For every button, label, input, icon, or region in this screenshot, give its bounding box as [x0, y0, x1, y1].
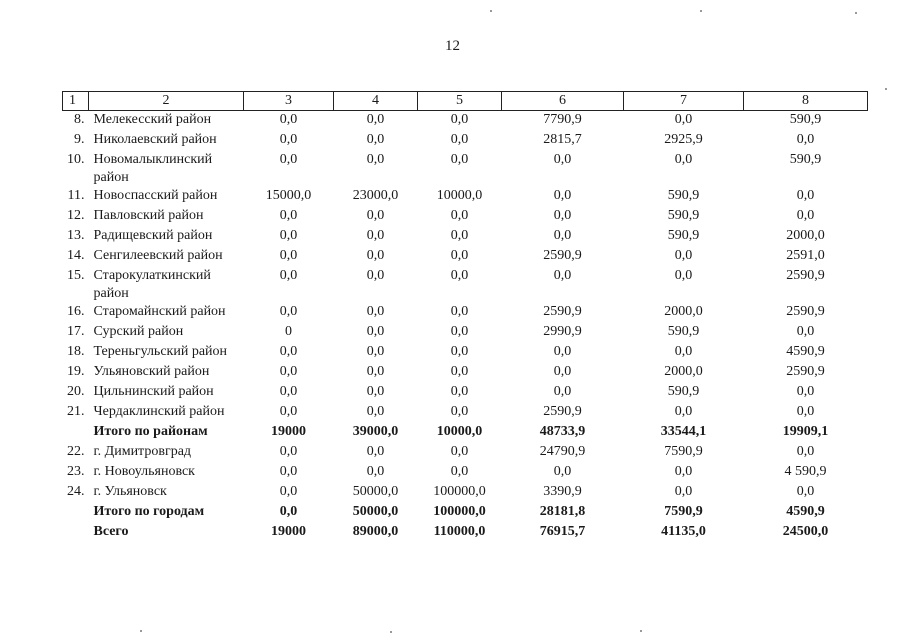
value-col-4: 0,0 [366, 324, 385, 339]
value-col-8: 0,0 [796, 324, 815, 339]
table-row [63, 383, 868, 403]
row-number: 10. [67, 152, 85, 167]
total-row [63, 503, 868, 523]
district-name: Ульяновский район [93, 364, 210, 379]
value-col-7: 590,9 [667, 384, 700, 399]
table-row [63, 267, 868, 303]
value-col-7: 590,9 [667, 208, 700, 223]
value-col-4: 39000,0 [352, 424, 399, 439]
value-col-5: 0,0 [450, 384, 469, 399]
row-number: 22. [67, 444, 85, 459]
row-number: 23. [67, 464, 85, 479]
value-col-5: 0,0 [450, 304, 469, 319]
table-row [63, 131, 868, 151]
value-col-6: 76915,7 [539, 524, 586, 539]
table-row [63, 323, 868, 343]
value-col-4: 0,0 [366, 112, 385, 127]
col-header-3: 3 [244, 92, 334, 111]
table-row [63, 363, 868, 383]
value-col-7: 590,9 [667, 188, 700, 203]
district-name: Сенгилеевский район [93, 248, 223, 263]
district-name: Старокулаткинский район [93, 268, 211, 301]
value-col-3: 0,0 [279, 248, 298, 263]
value-col-7: 2925,9 [664, 132, 703, 147]
value-col-4: 23000,0 [352, 188, 399, 203]
scan-speck [390, 631, 392, 633]
value-col-5: 0,0 [450, 324, 469, 339]
value-col-6: 0,0 [553, 384, 572, 399]
value-col-8: 0,0 [796, 484, 815, 499]
value-col-6: 48733,9 [539, 424, 586, 439]
value-col-7: 0,0 [674, 152, 693, 167]
value-col-5: 0,0 [450, 112, 469, 127]
value-col-3: 0,0 [279, 208, 298, 223]
value-col-4: 0,0 [366, 268, 385, 283]
value-col-5: 0,0 [450, 268, 469, 283]
value-col-4: 0,0 [366, 152, 385, 167]
row-number: 18. [67, 344, 85, 359]
value-col-6: 3390,9 [543, 484, 582, 499]
value-col-5: 10000,0 [436, 424, 483, 439]
value-col-6: 0,0 [553, 364, 572, 379]
value-col-4: 0,0 [366, 248, 385, 263]
value-col-5: 0,0 [450, 464, 469, 479]
value-col-7: 0,0 [674, 464, 693, 479]
value-col-8: 0,0 [796, 188, 815, 203]
value-col-6: 0,0 [553, 228, 572, 243]
district-name: Николаевский район [93, 132, 217, 147]
total-row [63, 523, 868, 543]
district-name: г. Ульяновск [93, 484, 167, 499]
scan-speck [490, 10, 492, 12]
row-number: 13. [67, 228, 85, 243]
value-col-3: 0,0 [279, 404, 298, 419]
value-col-3: 0,0 [279, 384, 298, 399]
value-col-8: 0,0 [796, 384, 815, 399]
table-row [63, 483, 868, 503]
value-col-7: 0,0 [674, 248, 693, 263]
row-number: 17. [67, 324, 85, 339]
value-col-8: 590,9 [789, 152, 822, 167]
value-col-4: 0,0 [366, 444, 385, 459]
value-col-7: 0,0 [674, 344, 693, 359]
value-col-3: 19000 [271, 424, 306, 439]
value-col-8: 19909,1 [782, 424, 829, 439]
district-name: Мелекесский район [93, 112, 212, 127]
table-row [63, 343, 868, 363]
value-col-4: 0,0 [366, 364, 385, 379]
scan-speck [885, 88, 887, 90]
value-col-4: 89000,0 [352, 524, 399, 539]
value-col-5: 100000,0 [433, 504, 486, 519]
row-number: 24. [67, 484, 85, 499]
table-row [63, 111, 868, 132]
value-col-5: 10000,0 [436, 188, 483, 203]
value-col-5: 0,0 [450, 208, 469, 223]
value-col-5: 0,0 [450, 248, 469, 263]
table-row [63, 227, 868, 247]
value-col-8: 0,0 [796, 208, 815, 223]
scan-speck [700, 10, 702, 12]
value-col-8: 0,0 [796, 444, 815, 459]
value-col-7: 7590,9 [664, 504, 703, 519]
value-col-4: 0,0 [366, 304, 385, 319]
value-col-8: 2000,0 [786, 228, 825, 243]
value-col-6: 2590,9 [543, 404, 582, 419]
table-row [63, 207, 868, 227]
value-col-3: 0,0 [279, 112, 298, 127]
value-col-3: 19000 [271, 524, 306, 539]
value-col-7: 2000,0 [664, 364, 703, 379]
col-header-4: 4 [334, 92, 418, 111]
value-col-5: 110000,0 [433, 524, 486, 539]
value-col-7: 0,0 [674, 268, 693, 283]
district-name: Всего [93, 524, 129, 539]
value-col-6: 28181,8 [539, 504, 586, 519]
value-col-7: 590,9 [667, 228, 700, 243]
value-col-8: 590,9 [789, 112, 822, 127]
value-col-6: 2590,9 [543, 304, 582, 319]
district-name: Старомайнский район [93, 304, 226, 319]
value-col-3: 0,0 [279, 304, 298, 319]
district-name: г. Новоульяновск [93, 464, 195, 479]
district-name: Чердаклинский район [93, 404, 225, 419]
col-header-2: 2 [89, 92, 244, 111]
value-col-6: 0,0 [553, 208, 572, 223]
value-col-3: 0,0 [279, 364, 298, 379]
district-name: Итого по районам [93, 424, 208, 439]
value-col-4: 0,0 [366, 404, 385, 419]
table-row [63, 403, 868, 423]
table-row [63, 187, 868, 207]
scan-speck [640, 630, 642, 632]
scan-speck [140, 630, 142, 632]
value-col-7: 2000,0 [664, 304, 703, 319]
value-col-4: 0,0 [366, 464, 385, 479]
value-col-3: 0,0 [279, 444, 298, 459]
district-name: Новомалыклинский район [93, 152, 213, 185]
value-col-7: 33544,1 [660, 424, 707, 439]
value-col-5: 0,0 [450, 228, 469, 243]
row-number: 20. [67, 384, 85, 399]
row-number: 9. [74, 132, 85, 147]
value-col-8: 24500,0 [782, 524, 829, 539]
col-header-7: 7 [624, 92, 744, 111]
row-number: 16. [67, 304, 85, 319]
value-col-6: 2990,9 [543, 324, 582, 339]
value-col-5: 0,0 [450, 132, 469, 147]
value-col-7: 590,9 [667, 324, 700, 339]
value-col-4: 50000,0 [352, 484, 399, 499]
district-name: Радищевский район [93, 228, 213, 243]
value-col-8: 0,0 [796, 132, 815, 147]
value-col-3: 0,0 [279, 152, 298, 167]
value-col-3: 15000,0 [265, 188, 312, 203]
value-col-6: 24790,9 [539, 444, 586, 459]
value-col-8: 0,0 [796, 404, 815, 419]
district-name: г. Димитровград [93, 444, 192, 459]
value-col-8: 4 590,9 [784, 464, 827, 479]
value-col-8: 2590,9 [786, 304, 825, 319]
row-number: 8. [74, 112, 85, 127]
value-col-6: 0,0 [553, 268, 572, 283]
value-col-6: 7790,9 [543, 112, 582, 127]
total-row [63, 423, 868, 443]
value-col-6: 0,0 [553, 188, 572, 203]
value-col-7: 0,0 [674, 112, 693, 127]
row-number: 15. [67, 268, 85, 283]
value-col-8: 4590,9 [786, 504, 825, 519]
value-col-4: 0,0 [366, 384, 385, 399]
value-col-6: 0,0 [553, 344, 572, 359]
value-col-7: 41135,0 [661, 524, 706, 539]
row-number: 14. [67, 248, 85, 263]
value-col-5: 100000,0 [433, 484, 486, 499]
col-header-6: 6 [502, 92, 624, 111]
value-col-5: 0,0 [450, 152, 469, 167]
district-name: Цильнинский район [93, 384, 214, 399]
value-col-5: 0,0 [450, 344, 469, 359]
value-col-6: 2815,7 [543, 132, 582, 147]
value-col-4: 50000,0 [352, 504, 399, 519]
value-col-8: 2591,0 [786, 248, 825, 263]
page-number: 12 [445, 38, 460, 54]
col-header-5: 5 [418, 92, 502, 111]
table-row [63, 463, 868, 483]
value-col-3: 0,0 [279, 268, 298, 283]
value-col-3: 0,0 [279, 504, 298, 519]
value-col-3: 0 [285, 324, 292, 339]
district-name: Сурский район [93, 324, 184, 339]
col-header-1: 1 [63, 92, 89, 111]
value-col-7: 0,0 [674, 404, 693, 419]
value-col-3: 0,0 [279, 464, 298, 479]
row-number [63, 423, 89, 443]
district-name: Новоспасский район [93, 188, 218, 203]
value-col-3: 0,0 [279, 132, 298, 147]
value-col-4: 0,0 [366, 208, 385, 223]
value-col-4: 0,0 [366, 344, 385, 359]
value-col-5: 0,0 [450, 404, 469, 419]
value-col-6: 2590,9 [543, 248, 582, 263]
value-col-6: 0,0 [553, 152, 572, 167]
value-col-7: 7590,9 [664, 444, 703, 459]
value-col-8: 2590,9 [786, 268, 825, 283]
value-col-4: 0,0 [366, 132, 385, 147]
district-name: Павловский район [93, 208, 204, 223]
district-name: Тереньгульский район [93, 344, 228, 359]
value-col-4: 0,0 [366, 228, 385, 243]
value-col-8: 4590,9 [786, 344, 825, 359]
row-number: 11. [67, 188, 85, 203]
value-col-3: 0,0 [279, 344, 298, 359]
row-number: 21. [67, 404, 85, 419]
table-row [63, 303, 868, 323]
table-row [63, 151, 868, 187]
row-number [63, 503, 89, 523]
value-col-7: 0,0 [674, 484, 693, 499]
value-col-5: 0,0 [450, 444, 469, 459]
table-row [63, 443, 868, 463]
district-name: Итого по городам [93, 504, 205, 519]
budget-table [62, 91, 868, 543]
value-col-6: 0,0 [553, 464, 572, 479]
table-row [63, 247, 868, 267]
header-row [63, 92, 868, 111]
value-col-8: 2590,9 [786, 364, 825, 379]
col-header-8: 8 [744, 92, 868, 111]
value-col-5: 0,0 [450, 364, 469, 379]
value-col-3: 0,0 [279, 484, 298, 499]
row-number: 19. [67, 364, 85, 379]
table-body [63, 111, 868, 544]
row-number [63, 523, 89, 543]
value-col-3: 0,0 [279, 228, 298, 243]
row-number: 12. [67, 208, 85, 223]
scan-speck [855, 12, 857, 14]
